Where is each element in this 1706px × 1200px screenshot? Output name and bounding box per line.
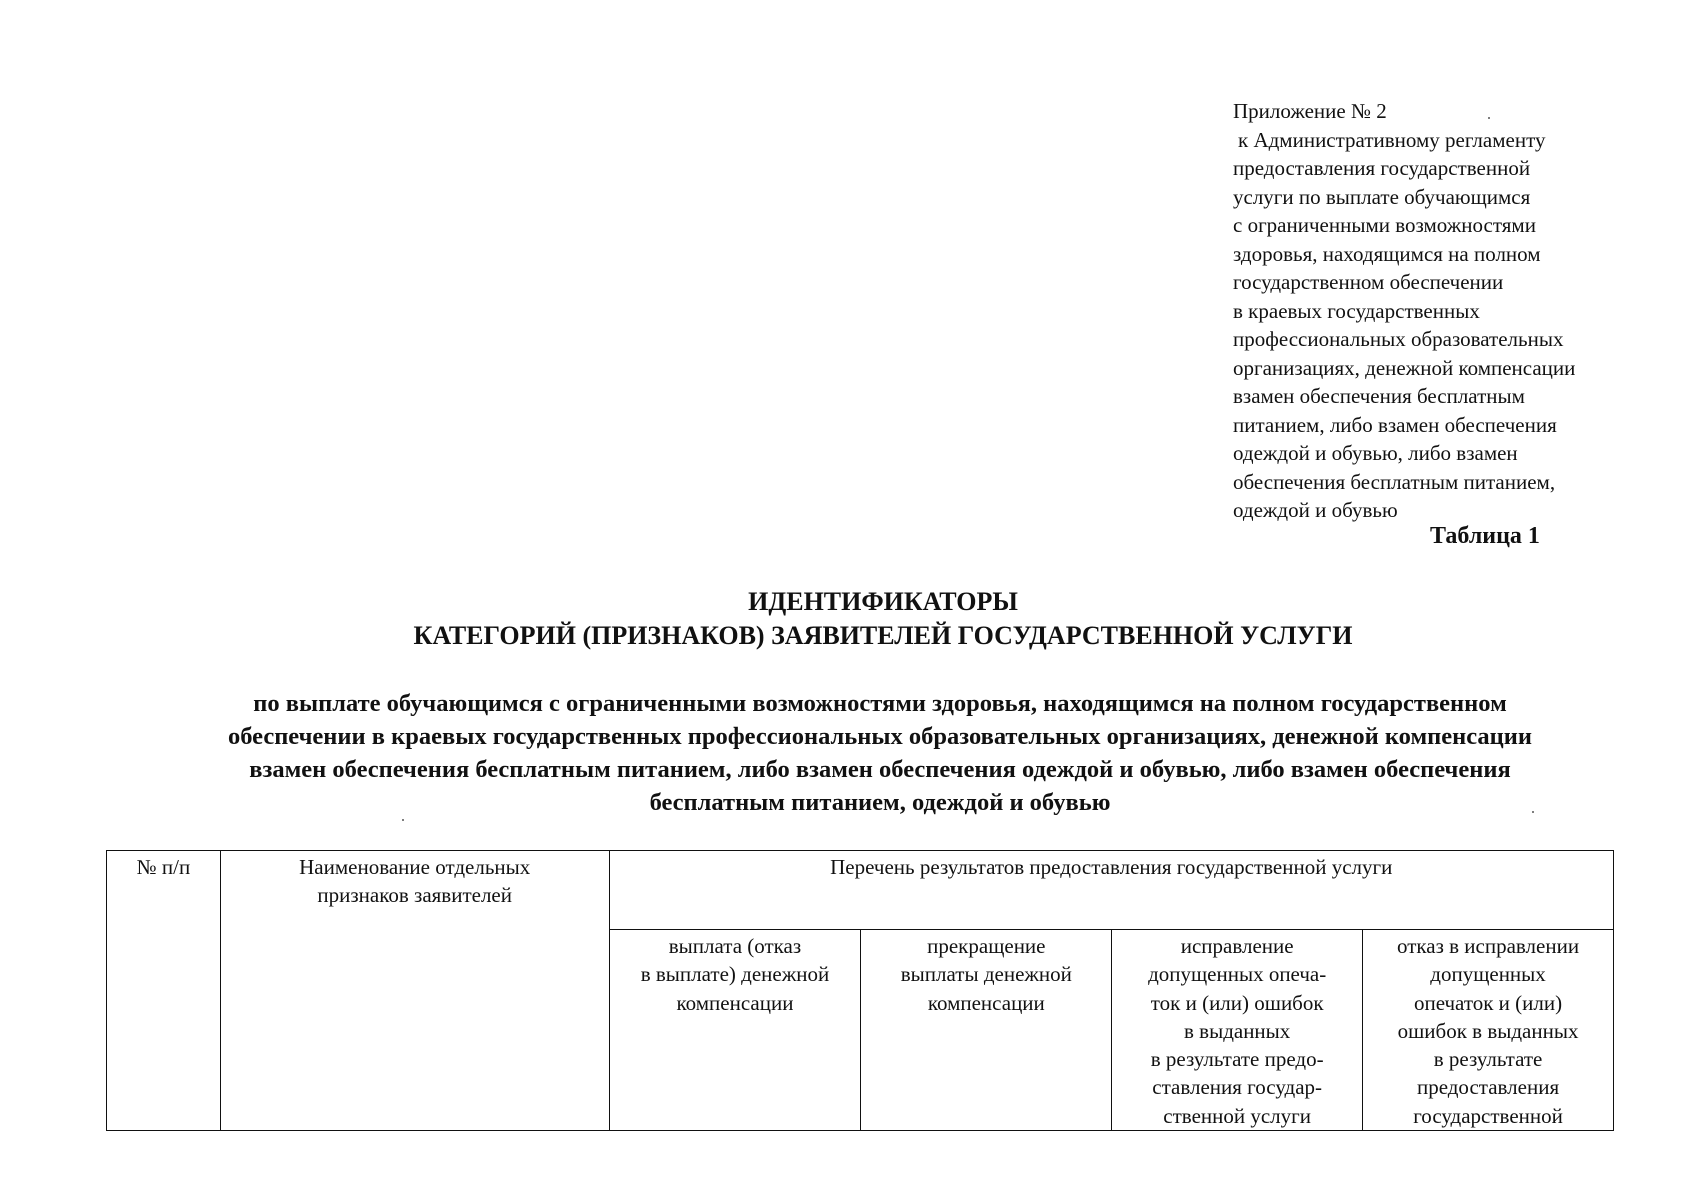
table-number-label: Таблица 1 [1430,523,1540,549]
result-line: в выданных [1184,1018,1291,1043]
header-cell-name [220,851,609,1131]
appendix-block [1233,97,1653,525]
appendix-line: с ограниченными возможностями [1233,213,1536,237]
result-line: в выплате) денежной [640,962,830,987]
scan-speck [1488,117,1490,119]
subtitle-line: бесплатным питанием, одеждой и обувью [649,789,1111,816]
subtitle-line: по выплате обучающимся с ограниченными возможностями здоровья, находящимся на полном государственном [253,690,1507,717]
result-line: ственной услуги [1163,1103,1312,1128]
result-line: отказ в исправлении [1396,934,1580,958]
header-name-line: Наименование отдельных [299,855,531,879]
table-header-row [107,851,1614,930]
appendix-line: обеспечения бесплатным питанием, [1233,469,1556,494]
appendix-line: к Административному регламенту [1238,127,1546,152]
result-line: предоставления [1416,1075,1560,1100]
appendix-line: профессиональных образовательных [1233,327,1564,351]
document-title [0,585,1706,653]
title-line: ИДЕНТИФИКАТОРЫ [748,587,1018,616]
result-line: допущенных опеча- [1148,962,1327,987]
appendix-line: организациях, денежной компенсации [1233,355,1576,380]
header-results-text: Перечень результатов предоставления государственной услуги [830,855,1393,879]
appendix-line: государственном обеспечении [1233,270,1504,294]
header-number-text: № п/п [136,855,191,879]
appendix-line: взамен обеспечения бесплатным [1233,384,1525,408]
result-line: в результате [1433,1047,1543,1072]
result-line: компенсации [927,990,1045,1015]
scan-speck [1532,811,1534,813]
header-name-line: признаков заявителей [317,883,512,908]
appendix-line: услуги по выплате обучающимся [1233,184,1531,209]
appendix-line: здоровья, находящимся на полном [1233,241,1541,266]
identifiers-table [106,850,1614,1131]
result-line: в результате предо- [1150,1047,1324,1072]
result-line: компенсации [676,990,794,1015]
scan-speck [402,819,404,821]
result-line: выплаты денежной [900,962,1072,987]
appendix-line: питанием, либо взамен обеспечения [1233,412,1557,437]
result-line: ток и (или) ошибок [1150,990,1324,1015]
result-line: ошибок в выданных [1397,1018,1579,1043]
title-line: КАТЕГОРИЙ (ПРИЗНАКОВ) ЗАЯВИТЕЛЕЙ ГОСУДАРСТВЕННОЙ УСЛУГИ [413,621,1353,650]
subtitle-line: взамен обеспечения бесплатным питанием, либо взамен обеспечения одеждой и обувью, либо взамен обеспечения [249,756,1511,783]
appendix-line: в краевых государственных [1233,298,1480,323]
appendix-line: одеждой и обувью [1233,498,1398,522]
appendix-line: одеждой и обувью, либо взамен [1233,441,1518,465]
document-subtitle [100,687,1660,819]
result-line: исправление [1180,934,1294,958]
result-cell-correction [1112,930,1363,1131]
header-cell-number [107,851,221,1131]
result-line: прекращение [927,934,1046,958]
result-line: опечаток и (или) [1413,990,1563,1015]
appendix-line: Приложение № 2 [1233,99,1387,123]
result-cell-payment [609,930,861,1131]
appendix-line: предоставления государственной [1233,156,1531,180]
subtitle-line: обеспечении в краевых государственных профессиональных образовательных организациях, денежной компенсации [227,723,1533,750]
result-line: ставления государ- [1152,1075,1323,1100]
result-line: государственной [1413,1103,1563,1128]
result-line: выплата (отказ [668,934,802,958]
header-cell-results [609,851,1613,930]
result-line: допущенных [1430,962,1546,987]
result-cell-termination [861,930,1112,1131]
result-cell-correction-refusal [1363,930,1614,1131]
